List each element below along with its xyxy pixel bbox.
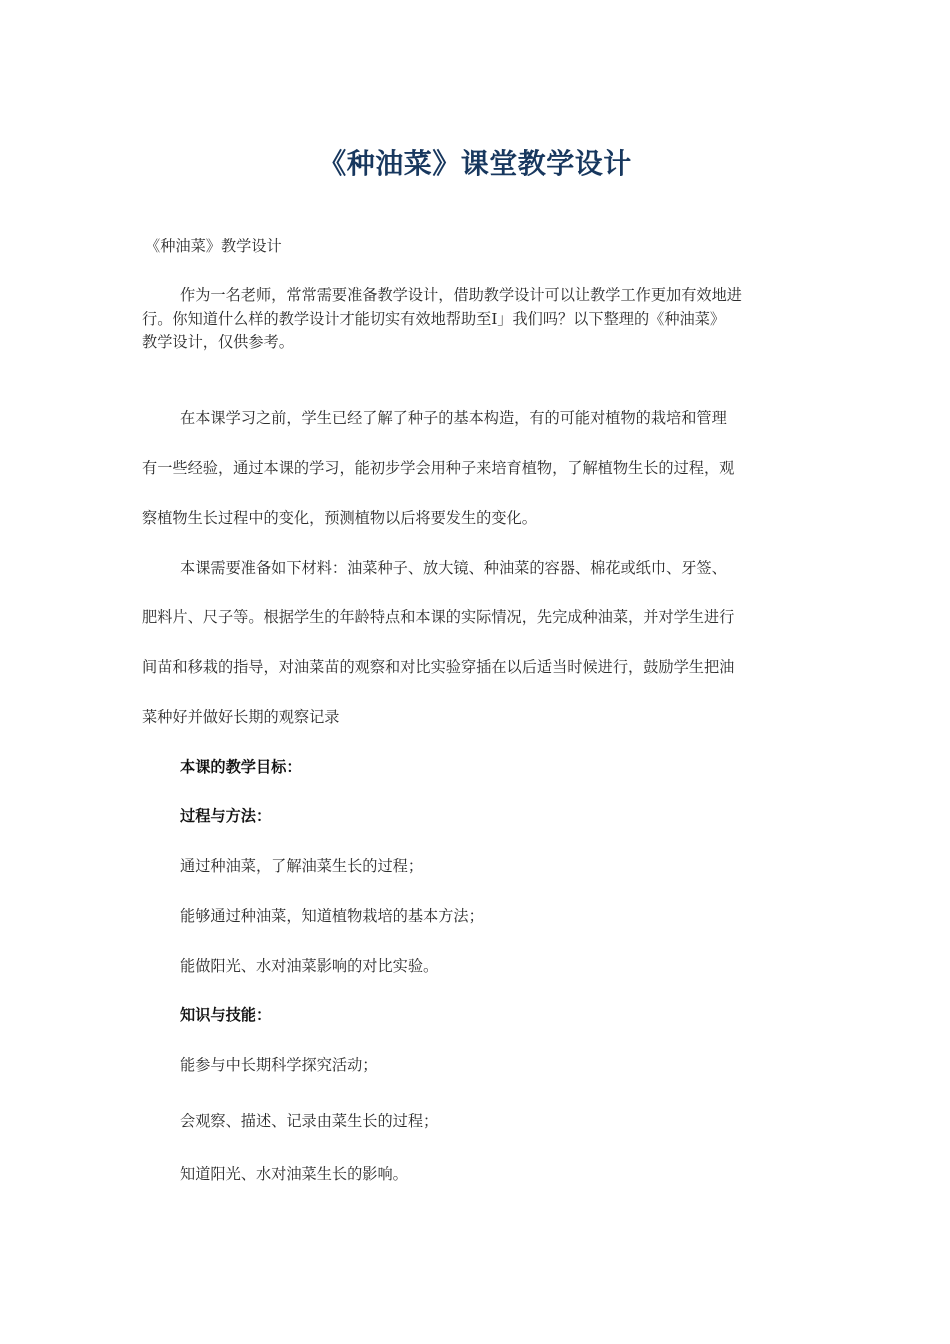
process-item-2: 能够通过种油菜，知道植物栽培的基本方法；: [180, 907, 484, 925]
process-heading: 过程与方法：: [180, 807, 272, 825]
process-item-3: 能做阳光、水对油菜影响的对比实验。: [180, 957, 439, 975]
para1-line-1: 在本课学习之前，学生已经了解了种子的基本构造，有的可能对植物的栽培和管理: [180, 409, 727, 427]
para1-line-2: 有一些经验，通过本课的学习，能初步学会用种子来培育植物，了解植物生长的过程，观: [142, 459, 735, 477]
intro-line-3: 教学设计，仅供参考。: [142, 333, 294, 351]
knowledge-heading: 知识与技能：: [180, 1006, 272, 1024]
document-title: 《种油菜》课堂教学设计: [318, 147, 632, 180]
para2-line-1: 本课需要准备如下材料：油菜种子、放大镜、种油菜的容器、棉花或纸巾、牙签、: [180, 559, 727, 577]
para2-line-4: 菜种好并做好长期的观察记录: [142, 708, 340, 726]
intro-line-2: 行。你知道什么样的教学设计才能切实有效地帮助至I」我们吗？以下整理的《种油菜》: [142, 310, 726, 328]
document-subtitle: 《种油菜》教学设计: [145, 237, 282, 255]
para2-line-2: 肥料片、尺子等。根据学生的年龄特点和本课的实际情况，先完成种油菜，并对学生进行: [142, 608, 735, 626]
para1-line-3: 察植物生长过程中的变化，预测植物以后将要发生的变化。: [142, 509, 537, 527]
knowledge-item-1: 能参与中长期科学探究活动；: [180, 1056, 378, 1074]
goals-heading: 本课的教学目标：: [180, 758, 302, 776]
para2-line-3: 间苗和移栽的指导，对油菜苗的观察和对比实验穿插在以后适当时候进行，鼓励学生把油: [142, 658, 735, 676]
process-item-1: 通过种油菜，了解油菜生长的过程；: [180, 857, 423, 875]
knowledge-item-2: 会观察、描述、记录由菜生长的过程；: [180, 1112, 439, 1130]
knowledge-item-3: 知道阳光、水对油菜生长的影响。: [180, 1165, 408, 1183]
intro-line-1: 作为一名老师，常常需要准备教学设计，借助教学设计可以让教学工作更加有效地进: [180, 286, 742, 304]
